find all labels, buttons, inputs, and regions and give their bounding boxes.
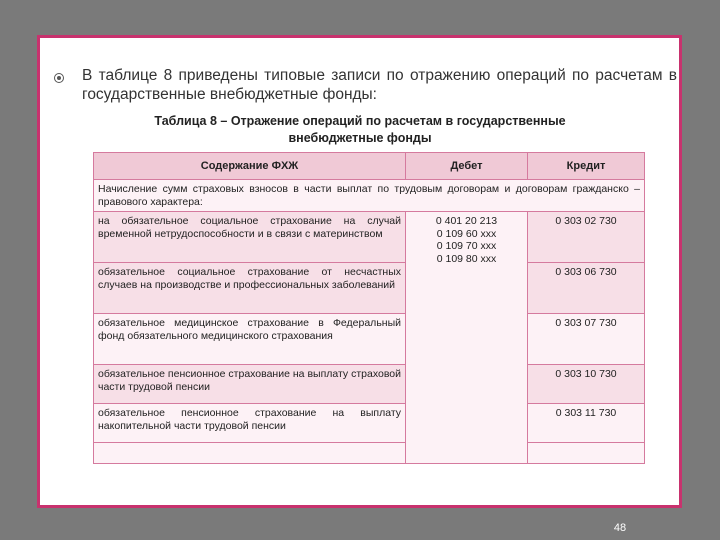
filler-cell: [528, 443, 645, 464]
table-row: [94, 404, 645, 443]
accounting-entries-table: [93, 152, 645, 464]
table-row: [94, 314, 645, 365]
table-row: [94, 263, 645, 314]
row-description: обязательное пенсионное страхование на выплату страховой части трудовой пенсии: [94, 365, 406, 404]
debit-account-line: 0 109 70 ххх: [436, 240, 497, 252]
row-credit: 0 303 02 730: [528, 212, 645, 263]
table-row: [94, 212, 645, 263]
section-row: [94, 180, 645, 212]
filler-cell: [94, 443, 406, 464]
target-bullet-icon: [54, 73, 64, 83]
row-credit: 0 303 06 730: [528, 263, 645, 314]
header-credit: Кредит: [528, 153, 645, 180]
table-title: Таблица 8 – Отражение операций по расчетам в государственные внебюджетные фонды: [154, 114, 566, 145]
row-description: обязательное медицинское страхование в Федеральный фонд обязательного медицинского страхования: [94, 314, 406, 365]
table-filler-row: [94, 443, 645, 464]
bullet-text: В таблице 8 приведены типовые записи по отражению операций по расчетам в государственные внебюджетные фонды:: [82, 67, 677, 103]
debit-accounts: [406, 212, 528, 464]
debit-account-line: 0 109 60 ххх: [436, 227, 497, 240]
row-description: обязательное пенсионное страхование на выплату накопительной части трудовой пенсии: [94, 404, 406, 443]
header-content: Содержание ФХЖ: [94, 153, 406, 180]
debit-account-line: 0 401 20 213: [435, 215, 498, 227]
table-header-row: [94, 153, 645, 180]
row-credit: 0 303 10 730: [528, 365, 645, 404]
slide: [37, 35, 682, 534]
row-credit: 0 303 11 730: [528, 404, 645, 443]
page-number: 48: [613, 522, 627, 534]
row-credit: 0 303 07 730: [528, 314, 645, 365]
header-debit: Дебет: [406, 153, 528, 180]
row-description: на обязательное социальное страхование на случай временной нетрудоспособности и в связи с материнством: [94, 212, 406, 263]
debit-account-line: 0 109 80 ххх: [436, 252, 497, 265]
debit-accounts-text: [410, 215, 523, 265]
section-text: Начисление сумм страховых взносов в части выплат по трудовым договорам и договорам гражданско – правового характера:: [94, 180, 645, 212]
table-row: [94, 365, 645, 404]
row-description: обязательное социальное страхование от несчастных случаев на производстве и профессиональных заболеваний: [94, 263, 406, 314]
